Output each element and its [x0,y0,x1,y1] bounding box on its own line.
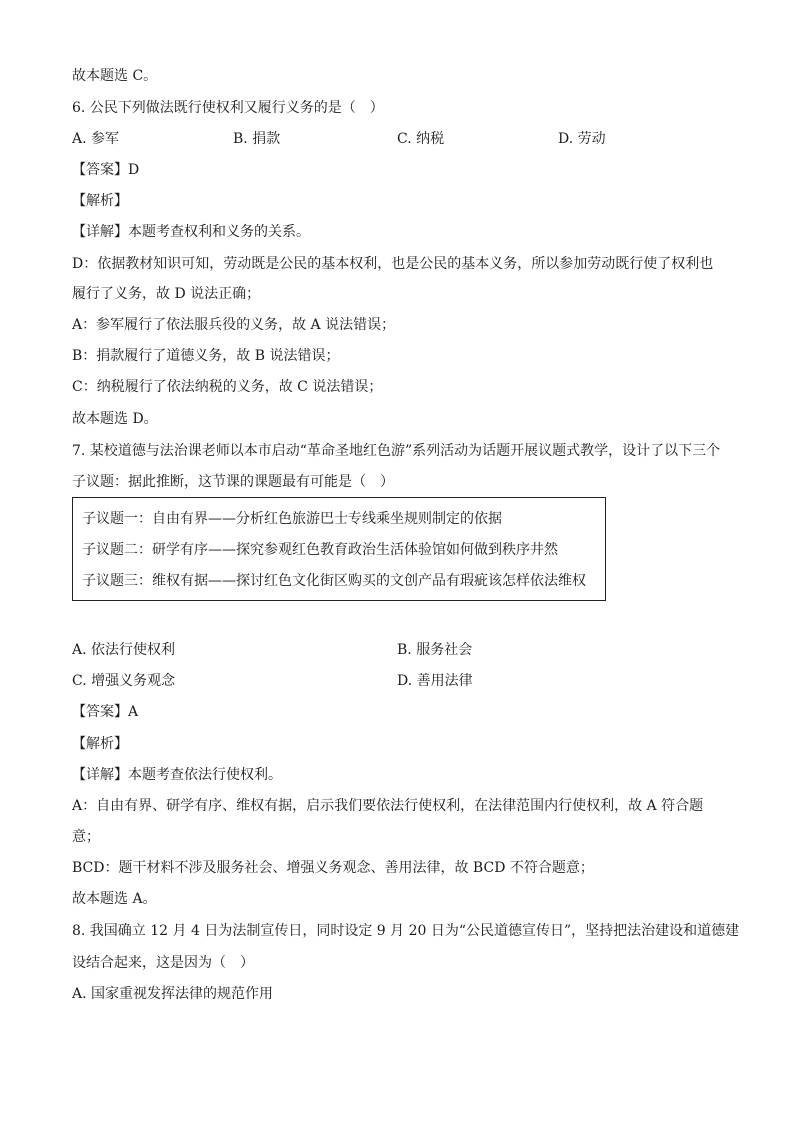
q8-option-a: A. 国家重视发挥法律的规范作用 [72,986,274,1002]
q7-a-explanation-line1: A：自由有界、研学有序、维权有据，启示我们要依法行使权利，在法律范围内行使权利，故 A 符合题 [72,798,704,814]
q7-option-d: D. 善用法律 [397,673,473,689]
q7-sub-topic-box [72,497,606,601]
q6-analysis-label: 【解析】 [72,193,128,209]
q6-b-explanation: B：捐款履行了道德义务，故 B 说法错误； [72,348,340,364]
q7-stem-line2: 子议题：据此推断，这节课的课题最有可能是（ ） [72,474,394,490]
q6-option-d: D. 劳动 [558,131,606,147]
q6-option-a: A. 参军 [72,131,120,147]
q7-analysis-label: 【解析】 [72,736,128,752]
q6-c-explanation: C：纳税履行了依法纳税的义务，故 C 说法错误； [72,379,383,395]
q6-d-explanation-line1: D：依据教材知识可知，劳动既是公民的基本权利，也是公民的基本义务，所以参加劳动既行使了权利也 [72,256,714,272]
q7-bcd-explanation: BCD：题干材料不涉及服务社会、增强义务观念、善用法律，故 BCD 不符合题意； [72,860,594,876]
q7-a-explanation-line2: 意； [72,829,100,845]
q7-sub-topic-3: 子议题三：维权有据——探讨红色文化街区购买的文创产品有瑕疵该怎样依法维权 [82,573,586,589]
q6-answer: 【答案】D [72,162,140,178]
q6-option-c: C. 纳税 [397,131,445,147]
q5-conclusion: 故本题选 C。 [72,68,158,84]
q6-d-explanation-line2: 履行了义务，故 D 说法正确； [72,286,261,302]
q7-option-a: A. 依法行使权利 [72,642,176,658]
q6-detail: 【详解】本题考查权利和义务的关系。 [72,224,310,240]
q7-option-b: B. 服务社会 [397,642,473,658]
q7-detail: 【详解】本题考查依法行使权利。 [72,767,282,783]
q6-a-explanation: A：参军履行了依法服兵役的义务，故 A 说法错误； [72,317,396,333]
q7-option-c: C. 增强义务观念 [72,673,176,689]
q8-stem-line1: 8. 我国确立 12 月 4 日为法制宣传日，同时设定 9 月 20 日为“公民道德宣传日”，坚持把法治建设和道德建 [72,923,740,939]
q7-stem-line1: 7. 某校道德与法治课老师以本市启动“革命圣地红色游”系列活动为话题开展议题式教学，设计了以下三个 [72,443,721,459]
q7-sub-topic-1: 子议题一：自由有界——分析红色旅游巴士专线乘坐规则制定的依据 [82,511,502,527]
q7-answer: 【答案】A [72,704,139,720]
q6-conclusion: 故本题选 D。 [72,411,158,427]
q8-stem-line2: 设结合起来，这是因为（ ） [72,955,254,971]
q6-option-b: B. 捐款 [233,131,281,147]
q7-conclusion: 故本题选 A。 [72,891,157,907]
q6-stem: 6. 公民下列做法既行使权利又履行义务的是（ ） [72,100,384,116]
q7-sub-topic-2: 子议题二：研学有序——探究参观红色教育政治生活体验馆如何做到秩序井然 [82,542,558,558]
